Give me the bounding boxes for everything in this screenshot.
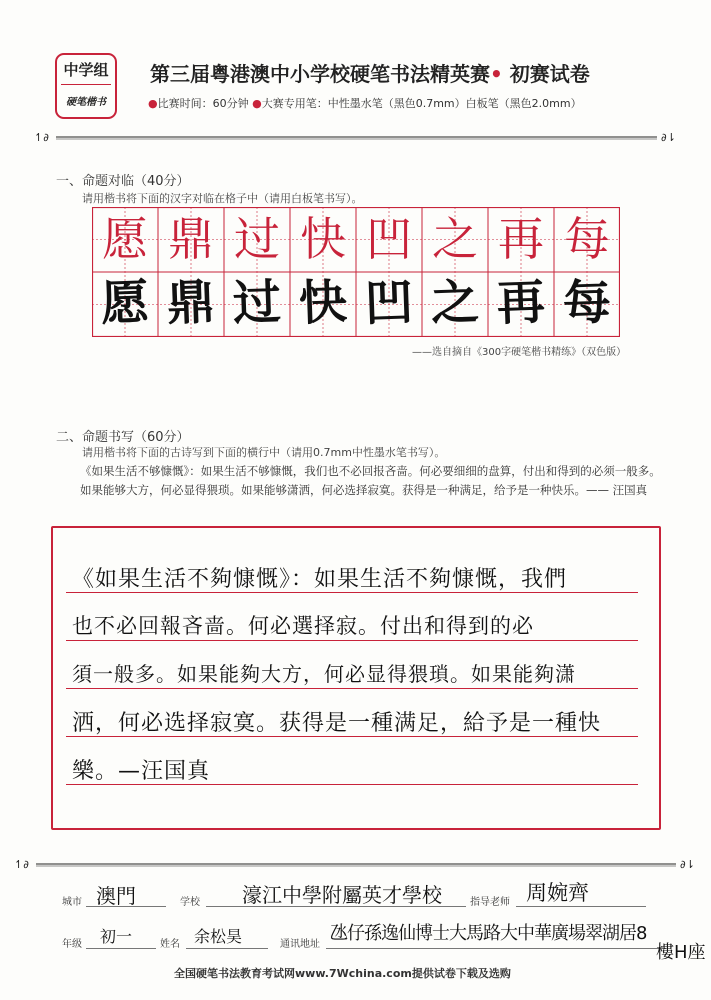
grade-underline <box>86 948 156 949</box>
section2-heading: 二、命题书写（60分） <box>56 430 190 445</box>
handwritten-char: 愿 <box>100 274 150 332</box>
svg-text:↿∂: ↿∂ <box>14 858 29 870</box>
handwritten-line: 須一般多。如果能夠大方，何必显得猥瑣。如果能夠潇 <box>72 662 576 686</box>
city-value: 澳門 <box>96 884 136 908</box>
source-note: ——选自摘自《300字硬笔楷书精练》（双色版） <box>412 347 627 358</box>
poem-text: 《如果生活不够慷慨》：如果生活不够慷慨，我们也不必回报吝啬。何必要细细的盘算，付出和得到的必须一般多。如果能够大方，何必显得猥琐。如果能够潇洒，何必选择寂寞。获得是一种满足，给予是一种快乐。—— 汪国真 <box>80 464 661 497</box>
model-char: 再 <box>498 212 544 266</box>
badge-divider <box>61 84 111 85</box>
bullet-icon: ● <box>148 97 158 110</box>
svg-text:↿∂: ↿∂ <box>34 131 49 143</box>
name-value: 余松昊 <box>194 927 243 946</box>
address-label: 通讯地址 <box>280 939 320 950</box>
footer-text: 全国硬笔书法教育考试网www.7Wchina.com提供试卷下载及选购 <box>174 967 511 980</box>
teacher-label: 指导老师 <box>470 897 510 908</box>
title-main: 第三届粤港澳中小学校硬笔书法精英赛 <box>150 62 490 86</box>
model-char: 凹 <box>366 212 412 266</box>
handwritten-char: 鼎 <box>166 274 216 332</box>
name-label: 姓名 <box>160 939 180 950</box>
city-label: 城市 <box>62 897 82 908</box>
handwritten-characters <box>92 272 620 334</box>
title-dot: • <box>490 62 503 86</box>
group-badge <box>55 53 117 119</box>
handwritten-line: 洒，何必选择寂寞。获得是一種满足，給予是一種快 <box>72 711 602 736</box>
handwritten-char: 凹 <box>364 274 414 332</box>
teacher-value: 周婉齊 <box>526 881 589 905</box>
address-value: 氹仔孫逸仙博士大馬路大中華廣場翠湖居8 <box>330 923 647 944</box>
ornament-divider <box>34 131 679 143</box>
handwritten-char: 过 <box>232 274 282 332</box>
section1-instruction: 请用楷书将下面的汉字对临在格子中（请用白板笔书写）。 <box>82 192 363 205</box>
section2-instruction: 请用楷书将下面的古诗写到下面的横行中（请用0.7mm中性墨水笔书写）。 <box>82 446 446 459</box>
handwritten-char: 每 <box>562 274 612 332</box>
title-sub: 初赛试卷 <box>509 62 590 86</box>
handwritten-line: 也不必回報吝啬。何必選择寂。付出和得到的必 <box>72 614 534 638</box>
handwritten-line: 樂。—汪国真 <box>72 759 211 784</box>
model-char: 每 <box>564 212 610 266</box>
writing-line <box>66 640 638 641</box>
grade-value: 初一 <box>100 927 133 946</box>
page-title <box>150 58 590 87</box>
model-char: 愿 <box>102 212 148 266</box>
svg-text:∂⇂: ∂⇂ <box>661 131 676 143</box>
handwritten-line: 《如果生活不夠慷慨》：如果生活不夠慷慨，我們 <box>72 567 568 592</box>
address-underline <box>326 948 666 949</box>
school-value: 濠江中學附屬英才學校 <box>242 883 442 907</box>
section1-heading: 一、命题对临（40分） <box>56 174 190 189</box>
model-char: 过 <box>234 212 280 266</box>
handwritten-char: 快 <box>298 274 348 332</box>
svg-text:∂⇂: ∂⇂ <box>680 858 695 870</box>
writing-line <box>66 688 638 689</box>
rule-pens: 大赛专用笔：中性墨水笔（黑色0.7mm）白板笔（黑色2.0mm） <box>261 97 582 110</box>
badge-category: 硬笔楷书 <box>66 97 106 108</box>
name-underline <box>186 948 268 949</box>
rule-time: 比赛时间：60分钟 <box>157 97 249 110</box>
grade-label: 年级 <box>62 939 82 950</box>
model-char: 鼎 <box>168 212 214 266</box>
model-characters <box>92 211 620 267</box>
school-label: 学校 <box>180 897 200 908</box>
bullet-icon: ● <box>252 97 262 110</box>
address-value-2: 樓H座 <box>656 942 706 963</box>
badge-group: 中学组 <box>63 61 109 79</box>
handwritten-char: 之 <box>430 274 480 332</box>
handwritten-char: 再 <box>496 274 546 332</box>
model-char: 之 <box>432 212 478 266</box>
model-char: 快 <box>300 212 346 266</box>
ornament-divider-bottom <box>14 858 698 870</box>
rules-line <box>148 95 582 111</box>
